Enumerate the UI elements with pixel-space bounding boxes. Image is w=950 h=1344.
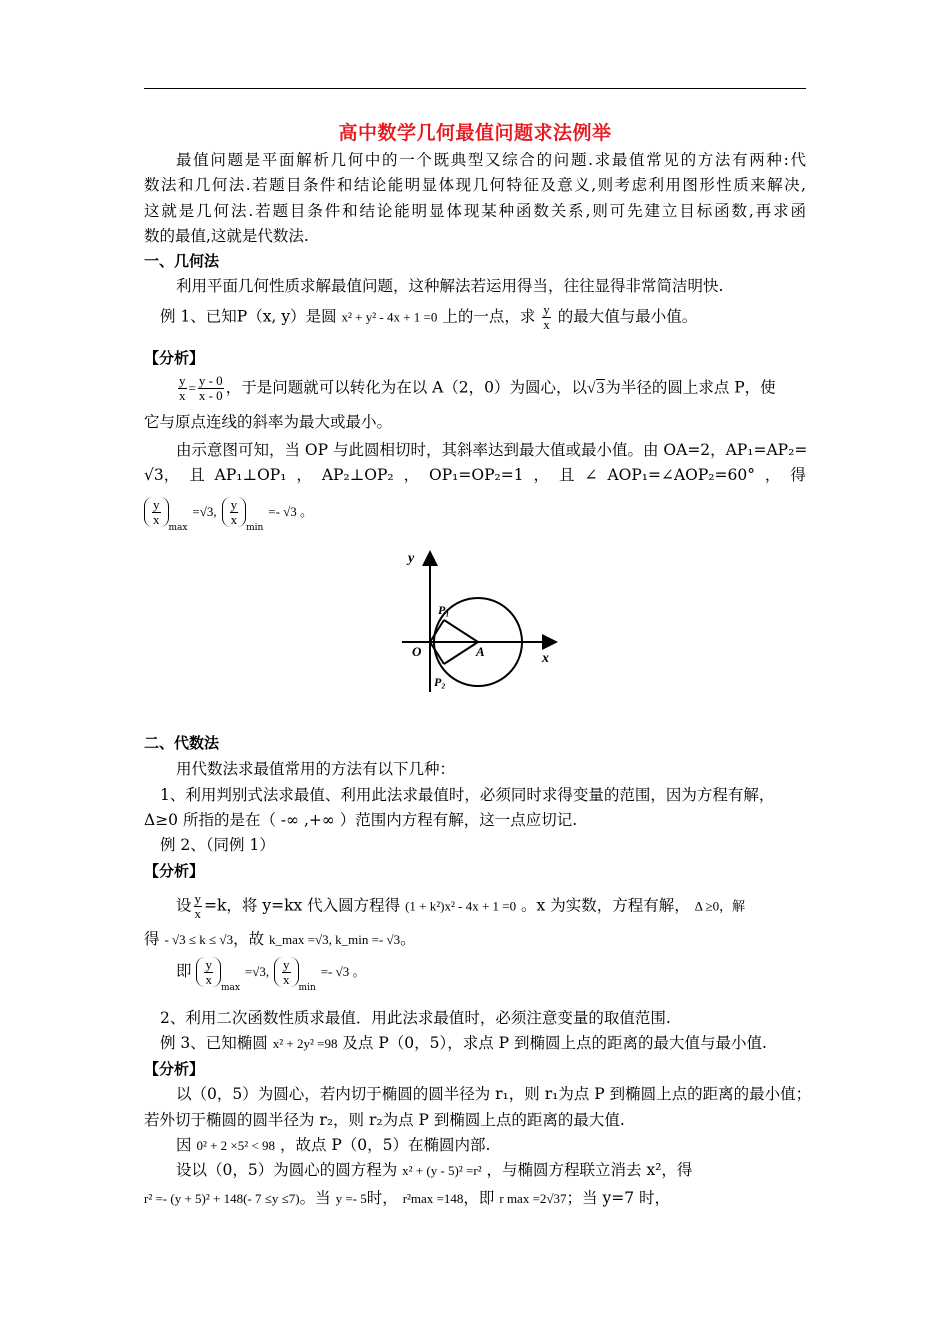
frac-numerator: y - 0 [198,373,223,388]
section2-text: 用代数法求最值常用的方法有以下几种： [176,760,456,778]
a-label: A [476,644,485,659]
example1 [160,303,697,332]
intro-line-1: 最值问题是平面解析几何中的一个既典型又综合的问题.求最值常见的方法有两种:代 [176,151,806,169]
line4-part: ， [533,466,550,484]
example1-middle: 上的一点，求 [442,307,536,326]
intro-line-3: 这就是几何法.若题目条件和结论能明显体现某种函数关系,则可先建立目标函数,再求函 [144,202,806,220]
section2-heading: 二、代数法 [144,734,220,752]
a3-text: ，与椭圆方程联立消去 x²，得 [486,1161,693,1179]
frac-denominator: x [543,317,550,332]
line4-part: 且 [559,466,575,484]
analysis2-line3 [176,956,365,1003]
line4-part: AP₁⊥OP₁ [214,466,287,484]
item1-line1: 1、利用判别式法求最值、利用此法求最值时，必须同时求得变量的范围，因为方程有解， [160,786,775,804]
a3-equation: y =- 5 [335,1191,367,1206]
y-label: y [408,551,415,566]
example1-fraction [542,303,551,332]
line4-part: ， [296,466,312,484]
min-subscript: min [298,983,316,993]
result-max-paren: $\frac{y}{x}$ [144,497,169,528]
section1-text: 利用平面几何性质求解最值问题，这种解法若运用得当，往往显得非常简洁明快. [176,277,724,295]
line4-part: AP₂⊥OP₂ [321,466,394,484]
line4-part: ， [403,466,420,484]
line4-part: ， [764,466,781,484]
line4-part: OP₁=OP₂=1 [429,466,524,484]
analysis1-text-b: 为半径的圆上求点 P，使 [605,378,776,397]
frac-denominator: x [179,388,186,403]
a3-text: ，故点 P（0，5）在椭圆内部. [279,1136,491,1154]
example1-suffix: 的最大值与最小值。 [557,307,698,326]
example1-equation: x² + y² - 4x + 1 =0 [341,309,438,325]
analysis2-label: 【分析】 [144,862,205,880]
analysis1-frac1 [178,374,187,403]
radius-ap1 [444,620,478,642]
a2-text: ，故 [233,930,265,948]
a2-max-paren: $\frac{y}{x}$ [196,957,221,988]
line4-part: 且 [189,466,205,484]
tangent-op2 [430,642,444,664]
intro-line-2: 数法和几何法.若题目条件和结论能明显体现几何特征及意义,则考虑利用图形性质来解决, [144,176,806,194]
item2: 2、利用二次函数性质求最值．用此法求最值时，必须注意变量的取值范围. [160,1009,671,1027]
a2-equation: k_max =√3, k_min =- √3 [269,932,401,947]
a3-equation: r max =2√37 [499,1191,567,1206]
tangent-figure [392,546,562,696]
analysis1-result [144,496,313,543]
o-label: O [412,644,422,659]
a3-text: ；当 y=7 时， [566,1189,671,1207]
a2-min-value: =- √3 。 [320,964,366,979]
max-subscript: max [220,983,240,993]
a3-text: 设以（0，5）为圆心的圆方程为 [176,1161,398,1179]
result-min-paren: $\frac{y}{x}$ [222,497,247,528]
analysis1-line4 [144,465,806,485]
analysis2-line1 [176,892,745,921]
example3 [160,1033,767,1054]
a2-text: 。 [400,930,416,948]
a3-equation: 0² + 2 ×5² < 98 [196,1138,275,1153]
ex3-text: 及点 P（0，5），求点 P 到椭圆上点的距离的最大值与最小值. [342,1034,767,1052]
analysis1-line2: 它与原点连线的斜率为最大或最小。 [144,413,393,431]
a2-min-paren: $\frac{y}{x}$ [274,957,299,988]
item1-line2: Δ≥0 所指的是在（ -∞ ,+∞ ）范围内方程有解，这一点应切记. [144,811,578,829]
a3-equation: r²max =148 [402,1191,464,1206]
analysis1-label: 【分析】 [144,349,205,367]
ex3-equation: x² + 2y² =98 [272,1036,338,1051]
analysis3-line3 [176,1135,490,1156]
ex3-text: 例 3、已知椭圆 [160,1034,268,1052]
analysis3-line5 [144,1188,670,1209]
analysis1-sqrt: √3 [587,379,605,397]
frac-denominator: x - 0 [198,388,223,403]
a3-equation: r² =- (y + 5)² + 148(- 7 ≤y ≤7) [144,1191,300,1206]
a3-text: 时， [366,1189,398,1207]
max-subscript: max [168,523,188,533]
intro-line-4: 数的最值,这就是代数法. [144,227,309,245]
x-label: x [542,651,549,666]
a2-text: =k，将 y=kx 代入圆方程得 [204,896,401,915]
line4-part: √3， [144,466,180,484]
analysis2-line2 [144,929,416,950]
analysis3-label: 【分析】 [144,1060,205,1078]
a2-text: Δ ≥0，解 [694,898,746,914]
analysis3-line1: 以（0，5）为圆心，若内切于椭圆的圆半径为 r₁，则 r₁为点 P 到椭圆上点的距离的最小值； [176,1085,812,1103]
radius-ap2 [444,642,478,664]
a2-frac: $\frac{y}{x}$ [194,891,202,921]
p2-label: P₂ [434,675,446,689]
frac-numerator: y [543,302,550,317]
result-min-value: =- √3 。 [268,504,314,519]
a2-text: 即 [176,962,192,980]
header-rule [144,88,806,89]
section1-heading: 一、几何法 [144,252,220,270]
page-title: 高中数学几何最值问题求法例举 [338,122,612,144]
a2-text: 设 [176,896,192,915]
frac-numerator: y [179,373,186,388]
a2-max-value: =√3, [244,964,270,979]
analysis3-line2: 若外切于椭圆的圆半径为 r₂，则 r₂为点 P 到椭圆上点的距离的最大值. [144,1111,625,1129]
example1-prefix: 例 1、已知P（x, y）是圆 [160,307,337,326]
line4-part: 得 [790,466,806,484]
analysis1-line1: $\frac{y}{x}$ = $\frac{y - 0}{x - 0}$ ，于是问题就可以转化为在以 A（2，0）为圆心，以√3为半径的圆上求点 P，使 [179,373,776,403]
analysis1-frac2 [198,374,224,403]
tangent-op1 [430,620,444,642]
a3-text: ，即 [463,1189,495,1207]
example2: 例 2、（同例 1） [160,836,275,854]
line4-part: ∠ [584,466,598,484]
a3-equation: x² + (y - 5)² =r² [402,1163,482,1178]
a3-text: 。当 [299,1189,331,1207]
min-subscript: min [246,523,264,533]
result-max-value: =√3, [192,504,217,519]
analysis1-text-a: ，于是问题就可以转化为在以 A（2，0）为圆心，以 [225,378,588,397]
p1-label: P₁ [438,603,450,617]
analysis1-line3: 由示意图可知，当 OP 与此圆相切时，其斜率达到最大值或最小值。由 OA=2，AP₁=AP₂= [176,441,808,459]
analysis3-line4 [176,1160,692,1181]
a2-equation: (1 + k²)x² - 4x + 1 =0 [405,898,517,914]
a3-text: 因 [176,1136,192,1154]
a2-text: 。x 为实数，方程有解， [521,896,690,915]
a2-equation: - √3 ≤ k ≤ √3 [164,932,234,947]
line4-part: AOP₁=∠AOP₂=60° [607,466,755,484]
a2-text: 得 [144,930,160,948]
